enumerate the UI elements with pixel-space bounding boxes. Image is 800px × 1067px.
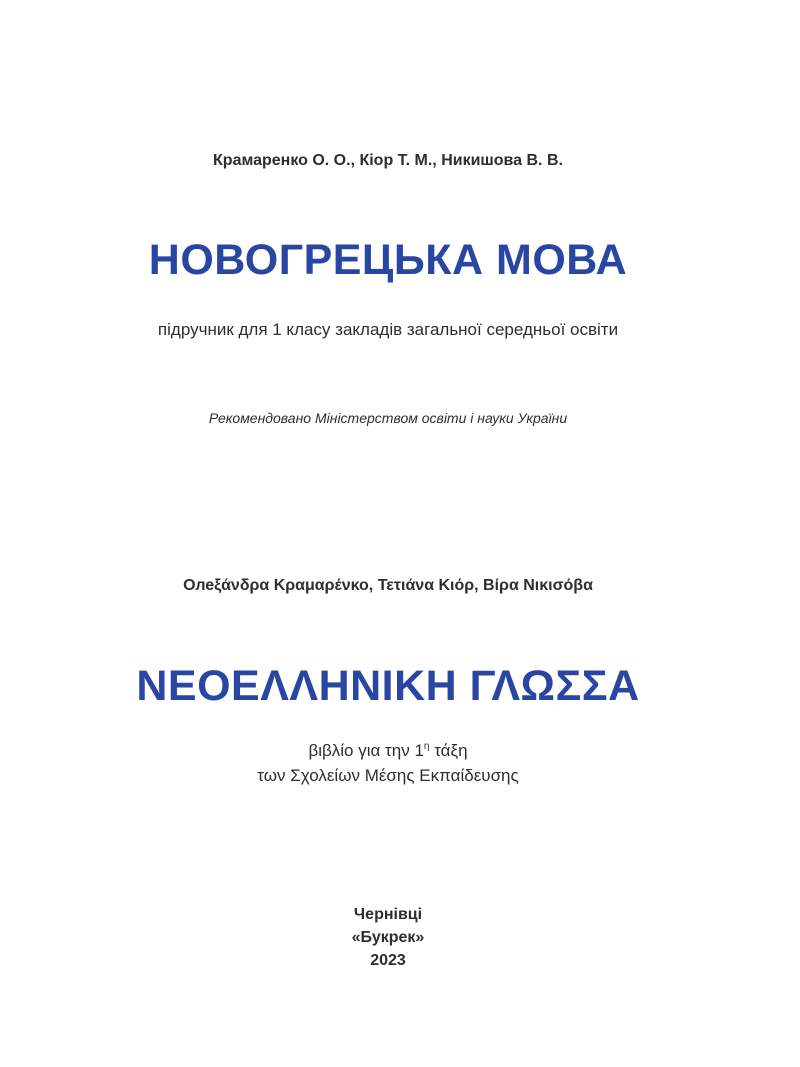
greek-title: ΝΕΟΕΛΛΗΝΙΚΗ ΓΛΩΣΣΑ [136,662,640,710]
ukrainian-recommendation: Рекомендовано Міністерством освіти і науки України [208,410,568,426]
imprint-publisher: «Букрек» [351,929,425,946]
imprint-city: Чернівці [353,906,423,923]
greek-subtitle-line2: των Σχολείων Μέσης Εκπαίδευσης [257,766,519,785]
greek-subtitle-line1-superscript: η [423,741,430,752]
imprint-year: 2023 [370,952,406,969]
greek-authors: Олеξάνδρα Κραμαρένκο, Τετιάνα Κιόρ, Βίρα Νικισόβα [183,577,593,594]
greek-subtitle-line1-after: τάξη [429,741,468,760]
ukrainian-authors: Крамаренко О. О., Кіор Т. М., Никишова В. В. [213,152,563,169]
greek-subtitle-line1-before: βιβλίο για την 1 [308,741,424,760]
imprint [0,903,776,972]
ukrainian-title: НОВОГРЕЦЬКА МОВА [148,236,628,284]
ukrainian-subtitle: підручник для 1 класу закладів загальної середньої освіти [157,320,619,339]
greek-subtitle-line1 [0,741,776,761]
